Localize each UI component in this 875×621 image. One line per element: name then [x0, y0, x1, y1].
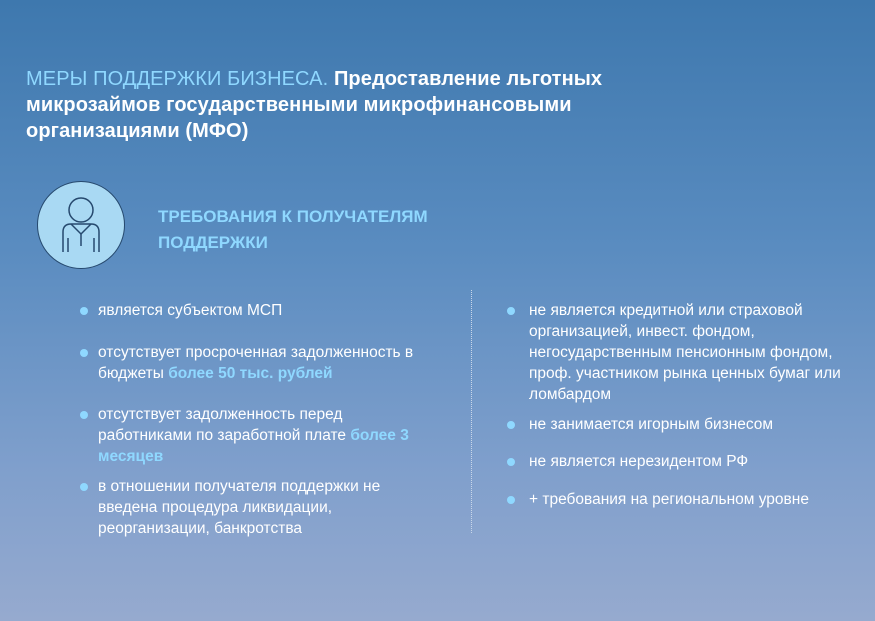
bullet-dot-icon: [507, 307, 515, 315]
title-text: Предоставление льготных микрозаймов государственными микрофинансовыми организациями (МФО): [26, 68, 603, 142]
bullet-dot-icon: [507, 458, 515, 466]
person-icon: [37, 181, 125, 269]
page-title: [26, 66, 726, 144]
list-item-text: не является кредитной или страховой организацией, инвест. фондом, негосударственным пенсионным фондом, проф. участником рынка ценных бумаг или ломбардом: [529, 302, 841, 403]
list-item: [529, 489, 864, 510]
list-item-text: не является нерезидентом РФ: [529, 453, 749, 470]
list-item: [529, 414, 854, 435]
list-item-highlight: более 50 тыс. рублей: [168, 365, 333, 382]
bullet-dot-icon: [507, 421, 515, 429]
list-item-text: отсутствует задолженность перед работниками по заработной плате: [98, 406, 347, 444]
list-item: [529, 451, 854, 472]
bullet-dot-icon: [507, 496, 515, 504]
title-highlight: МЕРЫ ПОДДЕРЖКИ БИЗНЕСА.: [26, 68, 329, 90]
list-item-text: не занимается игорным бизнесом: [529, 416, 774, 433]
list-item: [529, 300, 854, 405]
bullet-dot-icon: [80, 483, 88, 491]
requirements-heading: ТРЕБОВАНИЯ К ПОЛУЧАТЕЛЯМ ПОДДЕРЖКИ: [158, 207, 428, 252]
list-item: [98, 342, 458, 384]
list-item-highlight: более 3 месяцев: [98, 427, 409, 465]
list-item: [98, 404, 418, 467]
bullet-dot-icon: [80, 411, 88, 419]
bullet-dot-icon: [80, 307, 88, 315]
list-item-text: в отношении получателя поддержки не введена процедура ликвидации, реорганизации, банкротства: [98, 478, 381, 537]
list-item-text: является субъектом МСП: [98, 302, 283, 319]
column-divider: [471, 290, 472, 533]
list-item: [98, 300, 458, 321]
list-item-text: отсутствует просроченная задолженность в бюджеты: [98, 344, 414, 382]
bullet-dot-icon: [80, 349, 88, 357]
list-item-text: + требования на региональном уровне: [529, 491, 809, 508]
person-icon-graphic: [38, 182, 123, 267]
list-item: [98, 476, 418, 539]
